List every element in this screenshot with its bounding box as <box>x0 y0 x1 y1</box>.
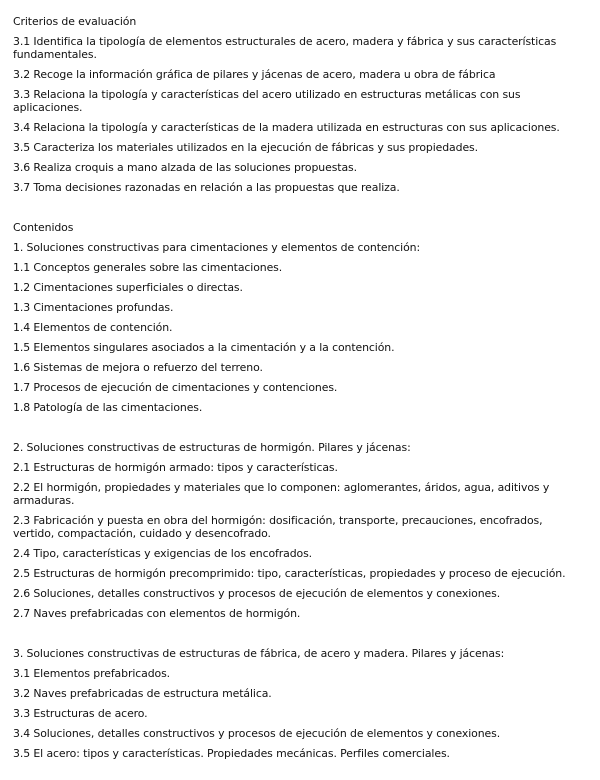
spacer <box>13 627 579 647</box>
criterios-title: Criterios de evaluación <box>13 15 137 28</box>
criterio-item: 3.3 Relaciona la tipología y características del acero utilizado en estructuras metálicas con sus aplicaciones. <box>13 88 521 114</box>
content-item: 2.1 Estructuras de hormigón armado: tipos y características. <box>13 461 338 474</box>
content-item: 3.4 Soluciones, detalles constructivos y procesos de ejecución de elementos y conexiones. <box>13 727 501 740</box>
content-item: 2.5 Estructuras de hormigón precomprimido: tipo, características, propiedades y proceso de ejecución. <box>13 567 566 580</box>
content-item: 2.2 El hormigón, propiedades y materiales que lo componen: aglomerantes, áridos, agua, aditivos y armaduras. <box>13 481 550 507</box>
content-item: 3.2 Naves prefabricadas de estructura metálica. <box>13 687 272 700</box>
criterio-item: 3.6 Realiza croquis a mano alzada de las soluciones propuestas. <box>13 161 357 174</box>
section-heading: 2. Soluciones constructivas de estructuras de hormigón. Pilares y jácenas: <box>13 441 411 454</box>
content-item: 1.4 Elementos de contención. <box>13 321 173 334</box>
criterio-item: 3.5 Caracteriza los materiales utilizados en la ejecución de fábricas y sus propiedades. <box>13 141 478 154</box>
content-item: 1.7 Procesos de ejecución de cimentaciones y contenciones. <box>13 381 338 394</box>
section-heading: 1. Soluciones constructivas para cimentaciones y elementos de contención: <box>13 241 421 254</box>
document-body <box>13 15 579 767</box>
content-item: 2.4 Tipo, características y exigencias de los encofrados. <box>13 547 313 560</box>
content-item: 1.3 Cimentaciones profundas. <box>13 301 174 314</box>
content-item: 3.5 El acero: tipos y características. Propiedades mecánicas. Perfiles comerciales. <box>13 747 450 760</box>
criterio-item: 3.1 Identifica la tipología de elementos estructurales de acero, madera y fábrica y sus características fundamentales. <box>13 35 557 61</box>
contenidos-title: Contenidos <box>13 221 74 234</box>
content-item: 3.1 Elementos prefabricados. <box>13 667 171 680</box>
content-item: 2.6 Soluciones, detalles constructivos y procesos de ejecución de elementos y conexiones. <box>13 587 501 600</box>
content-item: 2.3 Fabricación y puesta en obra del hormigón: dosificación, transporte, precauciones, encofrados, vertido, compactación, cuidado y desencofrado. <box>13 514 543 540</box>
content-item: 1.6 Sistemas de mejora o refuerzo del terreno. <box>13 361 263 374</box>
content-item: 1.2 Cimentaciones superficiales o directas. <box>13 281 243 294</box>
content-item: 1.5 Elementos singulares asociados a la cimentación y a la contención. <box>13 341 395 354</box>
criterio-item: 3.2 Recoge la información gráfica de pilares y jácenas de acero, madera u obra de fábrica <box>13 68 496 81</box>
content-item: 1.1 Conceptos generales sobre las cimentaciones. <box>13 261 283 274</box>
criterio-item: 3.7 Toma decisiones razonadas en relación a las propuestas que realiza. <box>13 181 400 194</box>
spacer <box>13 421 579 441</box>
criterio-item: 3.4 Relaciona la tipología y características de la madera utilizada en estructuras con sus aplicaciones. <box>13 121 560 134</box>
content-item: 3.3 Estructuras de acero. <box>13 707 148 720</box>
section-heading: 3. Soluciones constructivas de estructuras de fábrica, de acero y madera. Pilares y jácenas: <box>13 647 505 660</box>
content-item: 1.8 Patología de las cimentaciones. <box>13 401 203 414</box>
content-item: 2.7 Naves prefabricadas con elementos de hormigón. <box>13 607 301 620</box>
spacer <box>13 201 579 221</box>
